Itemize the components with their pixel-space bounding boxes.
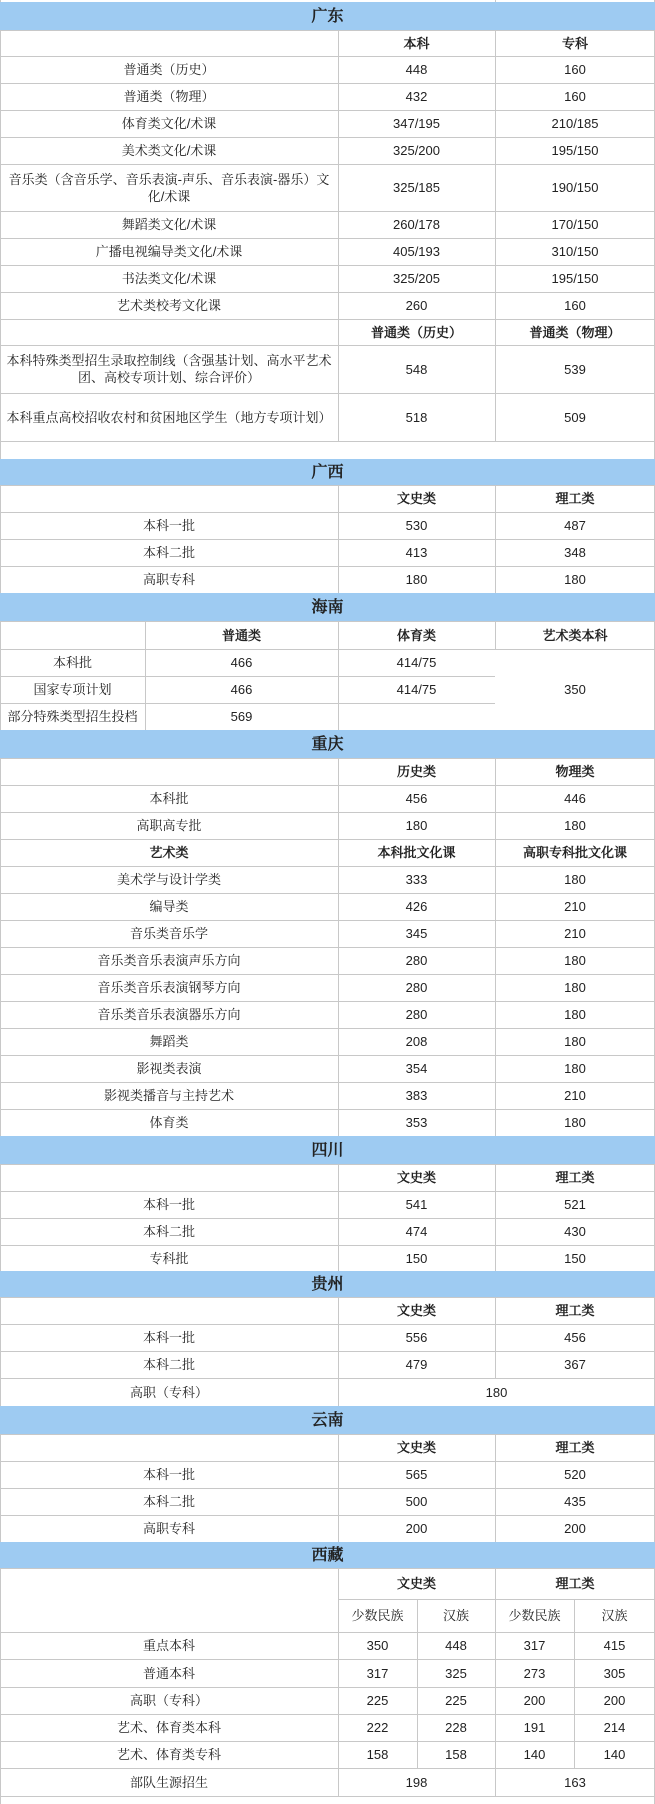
row-value: 210 bbox=[564, 926, 586, 941]
row-label: 普通类（物理） bbox=[123, 89, 215, 104]
row-value: 200 bbox=[564, 1521, 586, 1536]
row-value: 理工类 bbox=[555, 1170, 595, 1185]
row-value: 文史类 bbox=[396, 1576, 436, 1591]
row-value: 456 bbox=[564, 1330, 586, 1345]
row-label: 高职专科 bbox=[142, 572, 195, 587]
row-label: 本科二批 bbox=[142, 545, 195, 560]
row-value: 280 bbox=[405, 953, 428, 968]
row-value: 180 bbox=[485, 1384, 508, 1400]
row-value: 569 bbox=[230, 709, 253, 724]
row-label: 艺术类 bbox=[149, 845, 189, 860]
row-label bbox=[0, 621, 145, 649]
row-value: 160 bbox=[564, 62, 586, 77]
row-value: 200 bbox=[523, 1693, 546, 1708]
row-label: 本科批 bbox=[149, 791, 189, 806]
row-value: 195/150 bbox=[551, 271, 599, 286]
row-label: 音乐类（含音乐学、音乐表演-声乐、音乐表演-器乐）文化/术课 bbox=[8, 171, 330, 204]
row-value: 405/193 bbox=[393, 244, 440, 259]
province-title: 云南 bbox=[311, 1411, 344, 1429]
row-value: 物理类 bbox=[555, 764, 595, 779]
row-value: 180 bbox=[405, 572, 428, 587]
row-value: 413 bbox=[405, 545, 428, 560]
row-value: 210 bbox=[564, 1088, 586, 1103]
row-value: 317 bbox=[366, 1665, 389, 1681]
row-value: 180 bbox=[564, 1061, 586, 1076]
row-value: 140 bbox=[523, 1747, 546, 1762]
row-label bbox=[0, 1434, 338, 1461]
row-value: 200 bbox=[603, 1693, 626, 1708]
row-label bbox=[0, 1297, 338, 1324]
row-label: 高职（专科） bbox=[129, 1693, 208, 1708]
province-title: 广西 bbox=[311, 463, 344, 481]
row-value: 少数民族 bbox=[508, 1608, 561, 1623]
row-label: 艺术类校考文化课 bbox=[116, 298, 221, 313]
row-value: 305 bbox=[603, 1665, 626, 1681]
row-label: 高职（专科） bbox=[129, 1384, 208, 1400]
row-value: 理工类 bbox=[555, 1440, 595, 1455]
row-value: 325/200 bbox=[393, 143, 440, 158]
row-value: 225 bbox=[445, 1693, 467, 1708]
row-value: 180 bbox=[405, 818, 428, 833]
row-value: 414/75 bbox=[396, 682, 437, 697]
row-value: 180 bbox=[564, 1115, 586, 1130]
row-value: 354 bbox=[405, 1061, 428, 1076]
row-value: 222 bbox=[366, 1720, 389, 1735]
row-label: 舞蹈类 bbox=[149, 1034, 189, 1049]
row-label bbox=[0, 30, 338, 56]
row-label: 本科一批 bbox=[142, 1330, 195, 1345]
row-value: 556 bbox=[405, 1330, 428, 1345]
row-label: 美术类文化/术课 bbox=[121, 143, 217, 158]
row-value: 180 bbox=[564, 872, 586, 887]
row-value: 理工类 bbox=[555, 1303, 595, 1318]
row-value: 体育类 bbox=[396, 627, 436, 643]
row-value: 本科 bbox=[403, 35, 430, 51]
row-value: 理工类 bbox=[555, 1576, 595, 1591]
row-value: 448 bbox=[405, 62, 428, 77]
row-value: 历史类 bbox=[396, 764, 436, 779]
row-value: 文史类 bbox=[396, 1303, 436, 1318]
row-value: 160 bbox=[564, 89, 586, 104]
row-label: 普通类（历史） bbox=[123, 62, 215, 77]
row-value: 210 bbox=[564, 899, 586, 914]
row-value: 509 bbox=[564, 409, 586, 425]
row-value: 普通类（物理） bbox=[529, 324, 621, 340]
row-label: 本科二批 bbox=[142, 1357, 195, 1372]
row-value: 190/150 bbox=[551, 180, 599, 195]
row-label: 重点本科 bbox=[142, 1638, 195, 1653]
row-value: 487 bbox=[564, 518, 586, 533]
row-value: 150 bbox=[564, 1251, 586, 1266]
row-value: 高职专科批文化课 bbox=[522, 845, 627, 860]
row-value: 347/195 bbox=[393, 116, 440, 131]
row-label: 影视类表演 bbox=[136, 1061, 202, 1076]
row-value: 170/150 bbox=[551, 217, 599, 232]
row-value: 500 bbox=[405, 1494, 428, 1509]
row-value: 273 bbox=[523, 1665, 546, 1681]
row-value: 理工类 bbox=[555, 491, 595, 506]
row-label: 音乐类音乐学 bbox=[129, 926, 208, 941]
row-value: 518 bbox=[405, 409, 428, 425]
row-label: 专科批 bbox=[149, 1251, 189, 1266]
row-label: 本科批 bbox=[52, 655, 92, 670]
row-value: 530 bbox=[405, 518, 428, 533]
row-value: 350 bbox=[366, 1638, 389, 1653]
row-value: 426 bbox=[405, 899, 428, 914]
row-value: 195/150 bbox=[551, 143, 599, 158]
row-value: 163 bbox=[564, 1774, 586, 1790]
art-score-merged: 350 bbox=[564, 682, 586, 697]
row-value: 325/205 bbox=[393, 271, 440, 286]
row-label: 音乐类音乐表演器乐方向 bbox=[97, 1007, 241, 1022]
row-value: 200 bbox=[405, 1521, 428, 1536]
row-value: 474 bbox=[405, 1224, 428, 1239]
row-label: 本科一批 bbox=[142, 1467, 195, 1482]
row-value: 479 bbox=[405, 1357, 428, 1372]
row-value: 345 bbox=[405, 926, 428, 941]
row-value: 310/150 bbox=[551, 244, 599, 259]
row-value: 430 bbox=[564, 1224, 586, 1239]
row-value: 325/185 bbox=[393, 180, 440, 195]
row-value: 160 bbox=[564, 298, 586, 313]
row-value: 539 bbox=[564, 361, 586, 377]
row-value: 本科批文化课 bbox=[377, 845, 456, 860]
province-title: 西藏 bbox=[311, 1546, 344, 1564]
row-label bbox=[0, 758, 338, 785]
row-label: 音乐类音乐表演声乐方向 bbox=[97, 953, 241, 968]
row-value: 普通类 bbox=[221, 627, 261, 643]
row-label: 美术学与设计学类 bbox=[116, 872, 221, 887]
row-label: 书法类文化/术课 bbox=[121, 271, 217, 286]
row-value: 228 bbox=[445, 1720, 467, 1735]
row-value: 158 bbox=[366, 1747, 389, 1762]
row-value: 317 bbox=[523, 1638, 546, 1653]
row-value: 456 bbox=[405, 791, 428, 806]
row-label: 普通本科 bbox=[142, 1665, 195, 1681]
row-label: 体育类文化/术课 bbox=[121, 116, 217, 131]
row-value: 180 bbox=[564, 980, 586, 995]
row-value: 少数民族 bbox=[351, 1608, 404, 1623]
row-value: 208 bbox=[405, 1034, 428, 1049]
row-value: 180 bbox=[564, 953, 586, 968]
row-label: 本科一批 bbox=[142, 1197, 195, 1212]
row-value: 260 bbox=[405, 298, 428, 313]
row-label: 广播电视编导类文化/术课 bbox=[95, 244, 243, 259]
row-value: 280 bbox=[405, 1007, 428, 1022]
row-value: 普通类（历史） bbox=[370, 324, 462, 340]
row-label: 体育类 bbox=[149, 1115, 189, 1130]
row-label: 本科二批 bbox=[142, 1494, 195, 1509]
row-label: 国家专项计划 bbox=[33, 682, 112, 697]
row-value: 520 bbox=[564, 1467, 586, 1482]
row-label: 高职专科 bbox=[142, 1521, 195, 1536]
row-value: 180 bbox=[564, 1034, 586, 1049]
province-title: 海南 bbox=[311, 598, 344, 616]
row-value: 191 bbox=[523, 1720, 546, 1735]
row-value: 180 bbox=[564, 572, 586, 587]
row-label bbox=[0, 1568, 338, 1632]
row-value: 文史类 bbox=[396, 491, 436, 506]
row-value: 158 bbox=[445, 1747, 467, 1762]
row-value: 348 bbox=[564, 545, 586, 560]
row-label: 部分特殊类型招生投档 bbox=[7, 709, 138, 724]
row-value: 448 bbox=[445, 1638, 467, 1653]
row-label bbox=[0, 1164, 338, 1191]
row-value: 353 bbox=[405, 1115, 428, 1130]
province-title: 四川 bbox=[311, 1141, 344, 1159]
row-value: 367 bbox=[564, 1357, 586, 1372]
row-value: 214 bbox=[603, 1720, 626, 1735]
province-title: 广东 bbox=[311, 7, 344, 25]
row-value: 艺术类本科 bbox=[542, 627, 608, 643]
row-value: 521 bbox=[564, 1197, 586, 1212]
row-label: 音乐类音乐表演钢琴方向 bbox=[97, 980, 241, 995]
row-value: 565 bbox=[405, 1467, 428, 1482]
row-label: 舞蹈类文化/术课 bbox=[121, 217, 217, 232]
row-value: 333 bbox=[405, 872, 428, 887]
row-value: 280 bbox=[405, 980, 428, 995]
row-value: 文史类 bbox=[396, 1170, 436, 1185]
row-label: 高职高专批 bbox=[136, 818, 202, 833]
row-value: 专科 bbox=[561, 35, 588, 51]
row-value: 325 bbox=[445, 1665, 467, 1681]
row-value: 383 bbox=[405, 1088, 428, 1103]
row-label: 编导类 bbox=[149, 899, 189, 914]
row-value: 260/178 bbox=[393, 217, 440, 232]
row-value: 548 bbox=[405, 361, 428, 377]
row-value: 140 bbox=[603, 1747, 626, 1762]
row-label: 部队生源招生 bbox=[129, 1774, 208, 1790]
row-value: 180 bbox=[564, 1007, 586, 1022]
row-label bbox=[0, 485, 338, 512]
row-value: 446 bbox=[564, 791, 586, 806]
row-value: 180 bbox=[564, 818, 586, 833]
province-title: 重庆 bbox=[311, 735, 344, 753]
row-label: 影视类播音与主持艺术 bbox=[103, 1088, 234, 1103]
row-label: 本科一批 bbox=[142, 518, 195, 533]
row-value: 150 bbox=[405, 1251, 428, 1266]
row-value: 414/75 bbox=[396, 655, 437, 670]
row-value: 466 bbox=[230, 655, 253, 670]
row-value: 432 bbox=[405, 89, 428, 104]
row-value: 文史类 bbox=[396, 1440, 436, 1455]
row-value: 汉族 bbox=[442, 1608, 469, 1623]
row-value: 汉族 bbox=[601, 1608, 628, 1623]
row-value: 415 bbox=[603, 1638, 626, 1653]
row-value: 541 bbox=[405, 1197, 428, 1212]
row-label: 艺术、体育类本科 bbox=[116, 1720, 221, 1735]
row-value: 466 bbox=[230, 682, 253, 697]
row-value: 210/185 bbox=[551, 116, 599, 131]
row-value: 225 bbox=[366, 1693, 389, 1708]
row-label: 艺术、体育类专科 bbox=[116, 1747, 221, 1762]
row-label: 本科二批 bbox=[142, 1224, 195, 1239]
row-value: 435 bbox=[564, 1494, 586, 1509]
province-title: 贵州 bbox=[311, 1275, 344, 1293]
row-label: 本科重点高校招收农村和贫困地区学生（地方专项计划） bbox=[6, 409, 332, 425]
row-label: 本科特殊类型招生录取控制线（含强基计划、高水平艺术团、高校专项计划、综合评价） bbox=[6, 353, 332, 385]
row-value: 198 bbox=[405, 1774, 428, 1790]
row-label bbox=[0, 319, 338, 345]
